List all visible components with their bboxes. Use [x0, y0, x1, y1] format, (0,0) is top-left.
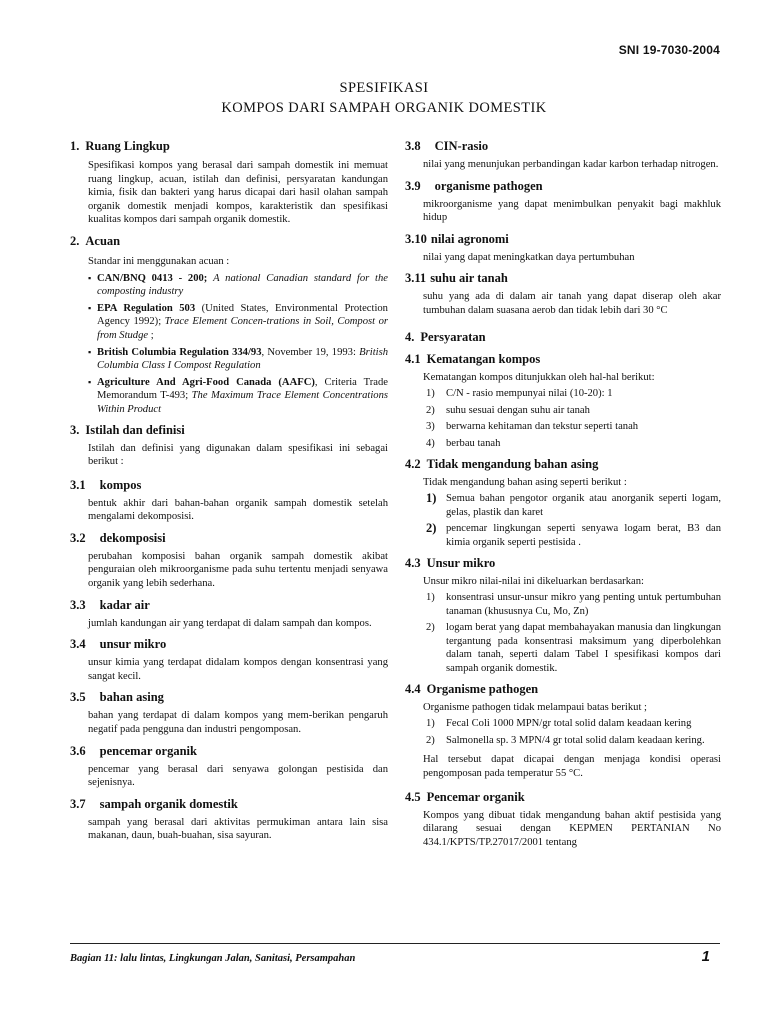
right-column — [405, 139, 721, 856]
list-text: suhu sesuai dengan suhu air tanah — [446, 404, 590, 416]
section-3-text: Istilah dan definisi yang digunakan dalam spesifikasi ini sebagai berikut : — [88, 442, 388, 468]
definition-heading — [70, 744, 388, 759]
section-4-heading — [405, 330, 721, 345]
reference-title: British Columbia Class I Compost Regulation — [97, 346, 388, 372]
definition-number: 3.9 — [405, 178, 421, 193]
square-bullet-icon: ▪ — [88, 272, 92, 283]
definition-heading — [70, 637, 388, 652]
section-1-heading — [70, 139, 388, 154]
definition-term: nilai agronomi — [430, 231, 509, 246]
title-line-2: KOMPOS DARI SAMPAH ORGANIK DOMESTIK — [221, 100, 547, 116]
section-4-5-heading — [405, 790, 721, 805]
square-bullet-icon: ▪ — [88, 346, 92, 357]
reference-tail: ; — [148, 329, 154, 341]
definition-number: 3.10 — [405, 231, 427, 246]
maturity-list — [423, 387, 721, 450]
list-item — [423, 522, 721, 549]
definition-heading — [405, 271, 721, 286]
footer-rule — [70, 943, 720, 944]
list-item — [423, 717, 721, 731]
section-2-heading — [70, 234, 388, 249]
definition-text: nilai yang menunjukan perbandingan kadar karbon terhadap nitrogen. — [423, 159, 719, 170]
list-item — [423, 420, 721, 434]
definition-term: organisme pathogen — [434, 178, 543, 193]
section-number: 3. — [70, 422, 80, 437]
left-column — [70, 139, 388, 850]
section-3-heading — [70, 423, 388, 438]
definition-text: sampah yang berasal dari aktivitas permukiman antara lain sisa makanan, daun, buah-buahan, sisa sayuran. — [88, 816, 388, 842]
definition-text: jumlah kandungan air yang terdapat di dalam sampah dan kompos. — [88, 617, 372, 629]
reference-list — [88, 272, 388, 417]
section-4-4-after: Hal tersebut dapat dicapai dengan menjaga kondisi operasi pengomposan pada temperatur 55 °C. — [423, 754, 721, 780]
definition-term: CIN-rasio — [434, 139, 489, 153]
definition-number: 3.2 — [70, 530, 86, 545]
section-4-5-text: Kompos yang dibuat tidak mengandung bahan aktif pestisida yang dilarang sesuai dengan KEPMEN PERTANIAN No 434.1/KPTS/TP.27017/2001 tentang — [423, 809, 721, 848]
footer-text: Bagian 11: lalu lintas, Lingkungan Jalan, Sanitasi, Persampahan — [70, 953, 356, 964]
section-number: 4.4 — [405, 681, 421, 696]
definition-number: 3.1 — [70, 477, 86, 492]
section-title: Tidak mengandung bahan asing — [426, 456, 599, 471]
definition-text: nilai yang dapat meningkatkan daya pertumbuhan — [423, 251, 635, 263]
definition-term: pencemar organik — [99, 743, 197, 758]
list-text: konsentrasi unsur-unsur mikro yang penting untuk pertumbuhan tanaman (khususnya Cu, Mo, Zn) — [446, 592, 721, 617]
list-number: 1) — [426, 388, 435, 400]
definition-number: 3.7 — [70, 796, 86, 811]
definition-number: 3.8 — [405, 139, 421, 153]
definition-heading — [70, 478, 388, 493]
definition-text: suhu yang ada di dalam air tanah yang dapat diserap oleh akar tumbuhan dalam suasana aerob dan tidak lebih dari 30 °C — [423, 291, 721, 316]
definition-text: pencemar yang berasal dari senyawa golongan pestisida dan sejenisnya. — [88, 763, 388, 789]
definitions-list-left — [70, 478, 388, 843]
reference-item — [88, 272, 388, 299]
list-text: pencemar lingkungan seperti senyawa logam berat, B3 dan kimia organik seperti pestisida . — [446, 523, 721, 548]
section-title: Organisme pathogen — [426, 681, 539, 696]
list-text: C/N - rasio mempunyai nilai (10-20): 1 — [446, 388, 613, 400]
list-number: 2) — [426, 622, 435, 634]
definition-number: 3.3 — [70, 597, 86, 612]
section-4-3-intro: Unsur mikro nilai-nilai ini dikeluarkan berdasarkan: — [423, 575, 644, 587]
reference-detail: , November 19, 1993: — [261, 346, 360, 358]
section-4-3-heading — [405, 556, 721, 571]
definition-term: sampah organik domestik — [99, 796, 238, 811]
definitions-list-right — [405, 139, 721, 318]
section-title: Acuan — [85, 233, 121, 248]
section-2-intro: Standar ini menggunakan acuan : — [88, 255, 230, 267]
section-4-1-intro: Kematangan kompos ditunjukkan oleh hal-hal berikut: — [423, 371, 655, 383]
list-text: Salmonella sp. 3 MPN/4 gr total solid dalam keadaan kering. — [446, 734, 705, 746]
list-number: 2) — [426, 404, 435, 416]
definition-text: bentuk akhir dari bahan-bahan organik sampah domestik setelah mengalami dekomposisi. — [88, 497, 388, 523]
definition-term: dekomposisi — [99, 530, 166, 545]
section-1-text: Spesifikasi kompos yang berasal dari sampah domestik ini memuat ruang lingkup, acuan, istilah dan definisi, persyaratan kandungan kimia, fisik dan bakteri yang harus dicapai dari hasil olahan sampah organik domestik menjadi kompos, karakteristik dan spesifikasi kualitas kompos dari sampah organik domestik. — [88, 160, 388, 226]
list-text: berwarna kehitaman dan tekstur seperti tanah — [446, 421, 639, 433]
list-number: 1) — [426, 491, 437, 506]
square-bullet-icon: ▪ — [88, 302, 92, 313]
list-text: logam berat yang dapat membahayakan manusia dan lingkungan tergantung pada konsentrasi maksimum yang diperbolehkan dalam tanah, seperti dalam Tabel I spesifikasi kompos dari sampah organik domestik. — [446, 622, 721, 675]
definition-number: 3.11 — [405, 271, 427, 286]
definition-heading — [70, 797, 388, 812]
section-title: Pencemar organik — [426, 789, 525, 804]
foreign-material-list — [423, 492, 721, 549]
list-number: 1) — [426, 718, 435, 730]
section-title: Persyaratan — [420, 329, 486, 344]
definition-heading — [405, 179, 721, 194]
list-item — [423, 387, 721, 401]
section-title: Ruang Lingkup — [85, 139, 170, 153]
reference-title: The Maximum Trace Element Concentrations Within Product — [97, 390, 389, 415]
reference-name: EPA Regulation 503 — [97, 302, 196, 314]
list-number: 1) — [426, 592, 435, 604]
definition-term: bahan asing — [99, 690, 164, 705]
definition-heading — [70, 598, 388, 613]
reference-name: Agriculture And Agri-Food Canada (AAFC) — [97, 376, 315, 388]
list-item — [423, 404, 721, 418]
definition-term: kompos — [99, 477, 142, 492]
section-number: 1. — [70, 139, 80, 153]
reference-title: A national Canadian standard for the composting industry — [97, 272, 388, 298]
section-number: 4.2 — [405, 456, 421, 471]
reference-item — [88, 376, 388, 417]
section-number: 2. — [70, 233, 80, 248]
definition-text: bahan yang terdapat di dalam kompos yang mem-berikan pengaruh negatif pada pengguna dan industri pengomposan. — [88, 710, 388, 736]
list-item — [423, 734, 721, 748]
reference-item — [88, 346, 388, 373]
section-title: Unsur mikro — [426, 555, 496, 570]
reference-name: CAN/BNQ 0413 - 200; — [97, 272, 208, 284]
list-item — [423, 591, 721, 618]
definition-term: kadar air — [99, 597, 150, 612]
definition-term: suhu air tanah — [430, 271, 508, 286]
section-4-2-intro: Tidak mengandung bahan asing seperti berikut : — [423, 476, 627, 488]
section-number: 4.1 — [405, 351, 421, 366]
list-text: berbau tanah — [446, 437, 501, 449]
reference-title: Trace Element Concen-trations in Soil, Compost or from Studge — [97, 316, 389, 341]
list-number: 2) — [426, 734, 435, 746]
section-number: 4.3 — [405, 555, 421, 570]
list-text: Semua bahan pengotor organik atau anorganik seperti logam, gelas, plastik dan karet — [446, 493, 721, 518]
list-number: 2) — [426, 521, 437, 536]
definition-text: unsur kimia yang terdapat didalam kompos dengan konsentrasi yang sangat kecil. — [88, 657, 388, 682]
micro-element-list — [423, 591, 721, 676]
definition-heading — [70, 690, 388, 705]
section-4-4-heading — [405, 682, 721, 697]
pathogen-list — [423, 717, 721, 747]
definition-heading — [405, 232, 721, 247]
definition-heading — [405, 139, 721, 154]
reference-detail: , Criteria Trade Memorandum T-493; — [97, 376, 388, 402]
page-number: 1 — [701, 948, 710, 965]
definition-term: unsur mikro — [99, 637, 167, 652]
list-number: 4) — [426, 437, 435, 449]
definition-number: 3.6 — [70, 743, 86, 758]
section-4-1-heading — [405, 352, 721, 367]
list-item — [423, 437, 721, 451]
section-title: Istilah dan definisi — [85, 422, 185, 437]
definition-heading — [70, 531, 388, 546]
list-number: 3) — [426, 421, 435, 433]
square-bullet-icon: ▪ — [88, 376, 92, 387]
list-text: Fecal Coli 1000 MPN/gr total solid dalam keadaan kering — [446, 718, 692, 730]
section-4-4-intro: Organisme pathogen tidak melampaui batas berikut ; — [423, 701, 647, 713]
section-title: Kematangan kompos — [426, 351, 541, 366]
section-number: 4.5 — [405, 789, 421, 804]
section-number: 4. — [405, 329, 415, 344]
definition-number: 3.5 — [70, 690, 86, 705]
document-title — [0, 78, 768, 118]
list-item — [423, 492, 721, 519]
standard-code: SNI 19-7030-2004 — [618, 43, 720, 57]
list-item — [423, 621, 721, 675]
title-line-1: SPESIFIKASI — [339, 80, 429, 96]
reference-name: British Columbia Regulation 334/93 — [97, 346, 262, 358]
definition-text: mikroorganisme yang dapat menimbulkan penyakit bagi makhluk hidup — [423, 198, 721, 224]
reference-detail: (United States, Environmental Protection Agency 1992); — [97, 302, 388, 328]
definition-text: perubahan komposisi bahan organik sampah domestik akibat penguraian oleh mikroorganisme pada suhu tertentu menjadi senyawa organik yang lebih sederhana. — [88, 550, 388, 590]
section-4-2-heading — [405, 457, 721, 472]
reference-item — [88, 302, 388, 343]
definition-number: 3.4 — [70, 637, 86, 652]
